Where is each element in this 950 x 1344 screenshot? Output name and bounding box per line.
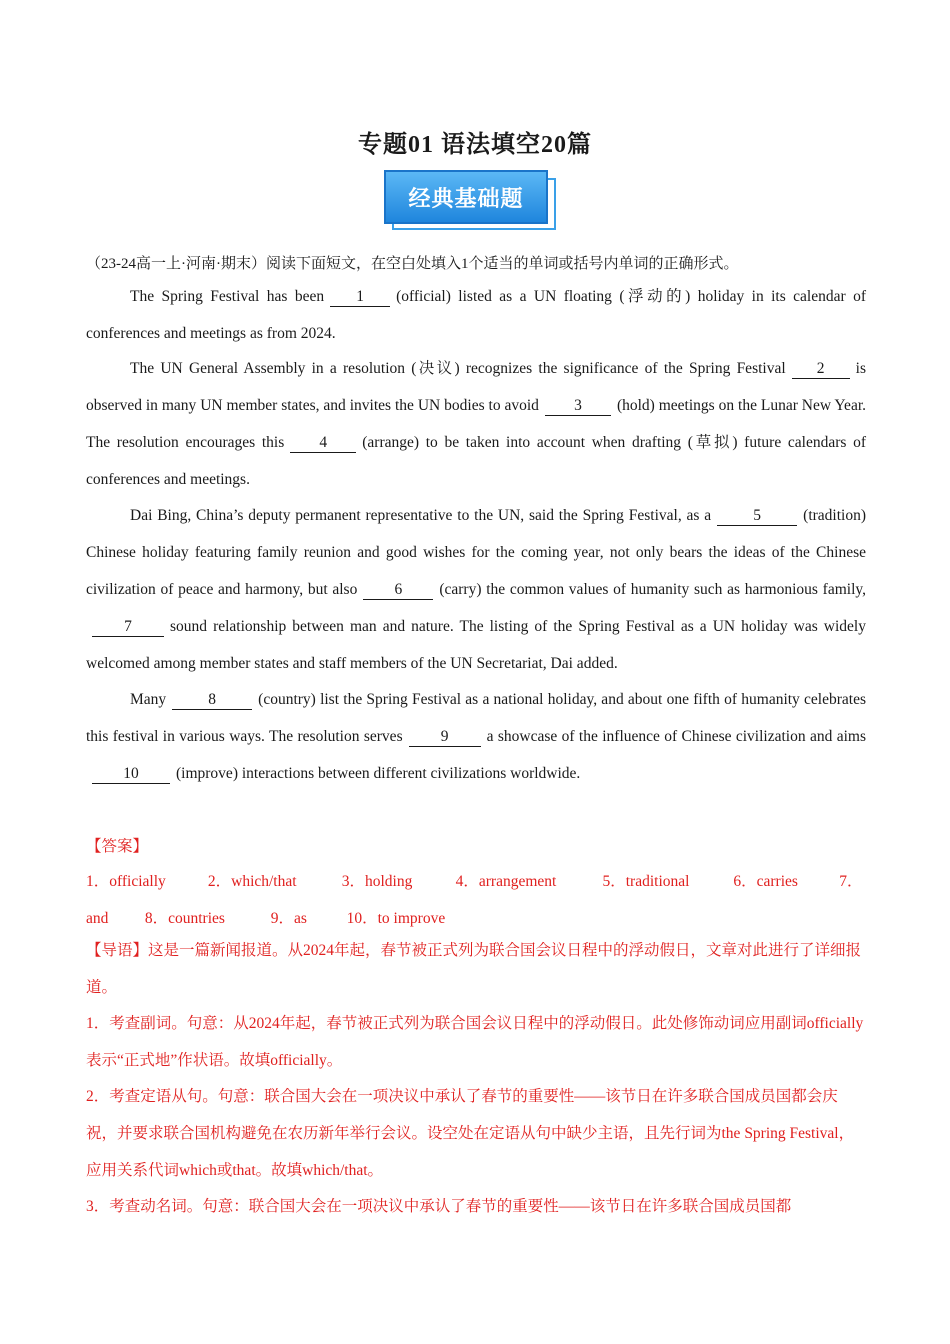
- answer-3: 3．holding: [341, 873, 413, 890]
- answer-2: 2．which/that: [207, 873, 297, 890]
- page-title: 专题01 语法填空20篇: [358, 132, 592, 158]
- answer-row-2: [86, 906, 445, 928]
- blank-5: 5: [717, 507, 797, 526]
- text-span: (tradition) Chinese holiday featuring family reunion and good wishes for the coming year, not only bears the ideas of the Chinese civilization of peace and harmony, but also: [86, 507, 866, 598]
- section-badge: [384, 170, 560, 236]
- text-span: a showcase of the influence of Chinese civilization and aims: [486, 728, 866, 745]
- text-span: sound relationship between man and nature. The listing of the Spring Festival as a UN holiday was widely welcomed among member states and staff members of the UN Secretariat, Dai added.: [86, 618, 866, 672]
- answer-6: 6．carries: [733, 873, 798, 890]
- text-span: (improve) interactions between different civilizations worldwide.: [176, 765, 581, 782]
- passage-paragraph-4: [86, 681, 866, 792]
- answer-4: 4．arrangement: [455, 873, 557, 890]
- text-span: (arrange) to be taken into account when drafting (草拟) future calendars of conferences and meetings.: [86, 434, 866, 488]
- text-span: is observed in many UN member states, and invites the UN bodies to avoid: [86, 360, 866, 414]
- passage-paragraph-2: [86, 350, 866, 498]
- explanation-2: 2．考查定语从句。句意：联合国大会在一项决议中承认了春节的重要性——该节日在许多联合国成员国都会庆祝，并要求联合国机构避免在农历新年举行会议。设空处在定语从句中缺少主语，且先行词为the Spring Festival，应用关系代词which或that。故填which/that。: [86, 1088, 855, 1179]
- passage-paragraph-3: [86, 497, 866, 682]
- blank-1: 1: [330, 288, 390, 307]
- text-span: (carry) the common values of humanity such as harmonious family,: [439, 581, 866, 598]
- text-span: (country) list the Spring Festival as a national holiday, and about one fifth of humanity celebrates this festival in various ways. The resolution serves: [86, 691, 866, 745]
- answer-9: 9．as: [270, 910, 307, 927]
- blank-3: 3: [545, 397, 611, 416]
- text-span: The UN General Assembly in a resolution (决议) recognizes the significance of the Spring Festival: [130, 360, 786, 377]
- blank-7: 7: [92, 618, 164, 637]
- answer-heading: 【答案】: [86, 838, 149, 855]
- explanation-1: 1．考查副词。句意：从2024年起，春节被正式列为联合国会议日程中的浮动假日。此处修饰动词应用副词officially表示“正式地”作状语。故填officially。: [86, 1015, 864, 1069]
- answer-8: 8．countries: [144, 910, 225, 927]
- blank-9: 9: [409, 728, 481, 747]
- explanation-3: 3．考查动名词。句意：联合国大会在一项决议中承认了春节的重要性——该节日在许多联合国成员国都: [86, 1198, 792, 1215]
- text-span: Dai Bing, China’s deputy permanent representative to the UN, said the Spring Festival, as a: [130, 507, 712, 524]
- text-span: (hold) meetings on the Lunar New Year. The resolution encourages this: [86, 397, 867, 451]
- answer-5: 5．traditional: [602, 873, 690, 890]
- text-span: Many: [130, 691, 167, 708]
- blank-2: 2: [792, 360, 850, 379]
- instructions: （23-24高一上·河南·期末）阅读下面短文，在空白处填入1个适当的单词或括号内单词的正确形式。: [86, 256, 739, 272]
- text-span: The Spring Festival has been: [130, 288, 325, 305]
- answer-7: and: [86, 910, 109, 927]
- answer-7-number: 7．: [839, 873, 863, 890]
- passage-paragraph-1: [86, 278, 866, 352]
- text-span: (official) listed as a UN floating (浮动的) holiday in its calendar of conferences and meetings as from 2024.: [86, 288, 866, 342]
- blank-10: 10: [92, 765, 170, 784]
- badge-label: 经典基础题: [384, 170, 548, 224]
- blank-6: 6: [363, 581, 433, 600]
- answer-1: 1．officially: [86, 873, 166, 890]
- blank-8: 8: [172, 691, 252, 710]
- answer-10: 10．to improve: [346, 910, 446, 927]
- answer-row-1: [86, 869, 863, 891]
- explanation-intro: 【导语】这是一篇新闻报道。从2024年起，春节被正式列为联合国会议日程中的浮动假日，文章对此进行了详细报道。: [86, 942, 862, 996]
- blank-4: 4: [290, 434, 356, 453]
